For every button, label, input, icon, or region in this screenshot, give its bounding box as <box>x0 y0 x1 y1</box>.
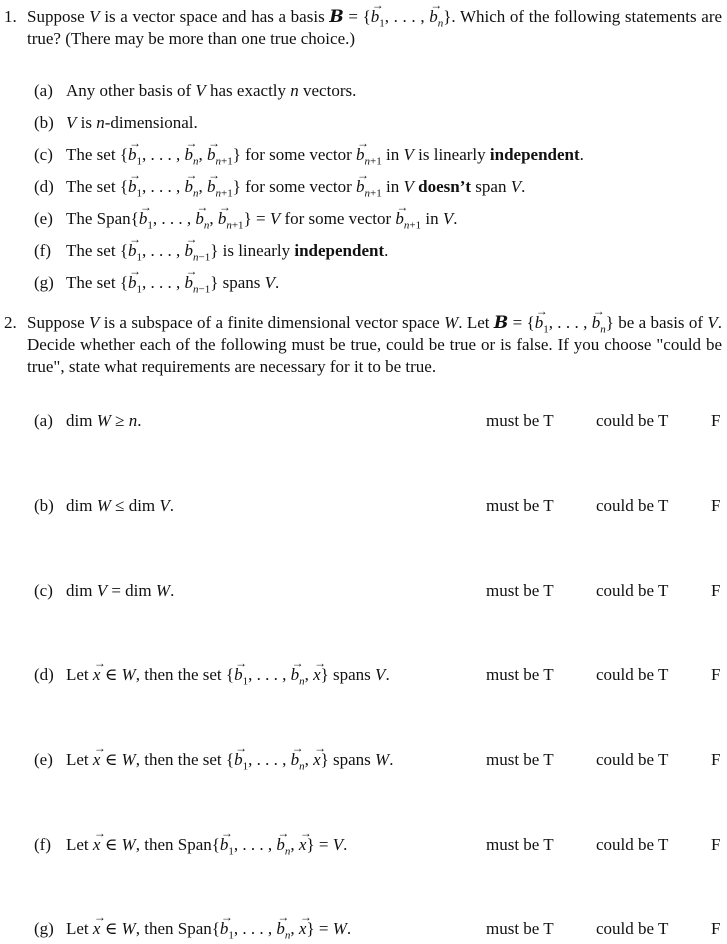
could-be-true-choice[interactable]: could be T <box>596 835 669 854</box>
could-be-true-choice[interactable]: could be T <box>596 665 669 684</box>
q2-option-b: (b) dim W ≤ dim V. must be T could be T F <box>34 496 721 515</box>
option-a: (a) Any other basis of V has exactly n vectors. <box>34 81 357 100</box>
question-2 <box>4 312 722 378</box>
false-choice[interactable]: F <box>711 835 721 854</box>
false-choice[interactable]: F <box>711 496 721 515</box>
q2-option-f: (f) Let → x ∈ W, then Span{→ $b_1$, . . . , → $b_n$, → x} = V. must be T could be T F <box>34 834 724 858</box>
q2-option-e: (e) Let → x ∈ W, then the set {→ $b_1$, . . . , → $b_n$, → x} spans W. must be T could be T F <box>34 749 724 773</box>
question-prompt: Suppose V is a vector space and has a basis B = {→ $b_1$, . . . , → $b_n$}. Which of the following statements are true? (There may be more than one true choice.) <box>27 6 722 50</box>
q2-option-c: (c) dim V = dim W. must be T could be T F <box>34 581 721 600</box>
false-choice[interactable]: F <box>711 581 721 600</box>
could-be-true-choice[interactable]: could be T <box>596 496 669 515</box>
q2-option-g: (g) Let → x ∈ W, then Span{→ $b_1$, . . . , → $b_n$, → x} = W. must be T could be T F <box>34 918 724 942</box>
must-be-true-choice[interactable]: must be T <box>486 835 554 854</box>
could-be-true-choice[interactable]: could be T <box>596 919 669 938</box>
false-choice[interactable]: F <box>711 665 721 684</box>
option-g: (g) The set {→ $b_1$, . . . , → $b_{n-1}$} spans V. <box>34 272 714 304</box>
question-number: 2. <box>4 313 17 332</box>
could-be-true-choice[interactable]: could be T <box>596 411 669 430</box>
question-prompt: Suppose V is a subspace of a finite dimensional vector space W. Let B = {→ $b_1$, . . . , → $b_n$} be a basis of V. Decide whether each of the following must be true, could be true or is false. If you choose "could be true", state what requirements are necessary for it to be true. <box>27 312 722 378</box>
false-choice[interactable]: F <box>711 750 721 769</box>
option-c: (c) The set {→ $b_1$, . . . , → $b_n$, → $b_{n+1}$} for some vector → $b_{n+1}$ in V is linearly independent. <box>34 144 714 176</box>
question-number: 1. <box>4 7 17 26</box>
must-be-true-choice[interactable]: must be T <box>486 665 554 684</box>
must-be-true-choice[interactable]: must be T <box>486 919 554 938</box>
could-be-true-choice[interactable]: could be T <box>596 581 669 600</box>
could-be-true-choice[interactable]: could be T <box>596 750 669 769</box>
question-1 <box>4 6 722 50</box>
q2-option-a: (a) dim W ≥ n. must be T could be T F <box>34 411 721 430</box>
false-choice[interactable]: F <box>711 919 721 938</box>
must-be-true-choice[interactable]: must be T <box>486 411 554 430</box>
option-f: (f) The set {→ $b_1$, . . . , → $b_{n-1}$} is linearly independent. <box>34 240 714 272</box>
must-be-true-choice[interactable]: must be T <box>486 750 554 769</box>
must-be-true-choice[interactable]: must be T <box>486 581 554 600</box>
option-e: (e) The Span{→ $b_1$, . . . , → $b_n$, → $b_{n+1}\} = V$ for some vector → $b_{n+1}$ in V. <box>34 208 714 240</box>
q2-option-d: (d) Let → x ∈ W, then the set {→ $b_1$, . . . , → $b_n$, → x} spans V. must be T could be T F <box>34 664 724 688</box>
option-b: (b) V is n-dimensional. <box>34 113 198 132</box>
must-be-true-choice[interactable]: must be T <box>486 496 554 515</box>
option-d: (d) The set {→ $b_1$, . . . , → $b_n$, → $b_{n+1}$} for some vector → $b_{n+1}$ in V doesn’t span V. <box>34 176 714 208</box>
false-choice[interactable]: F <box>711 411 721 430</box>
question-1-options <box>34 80 714 304</box>
